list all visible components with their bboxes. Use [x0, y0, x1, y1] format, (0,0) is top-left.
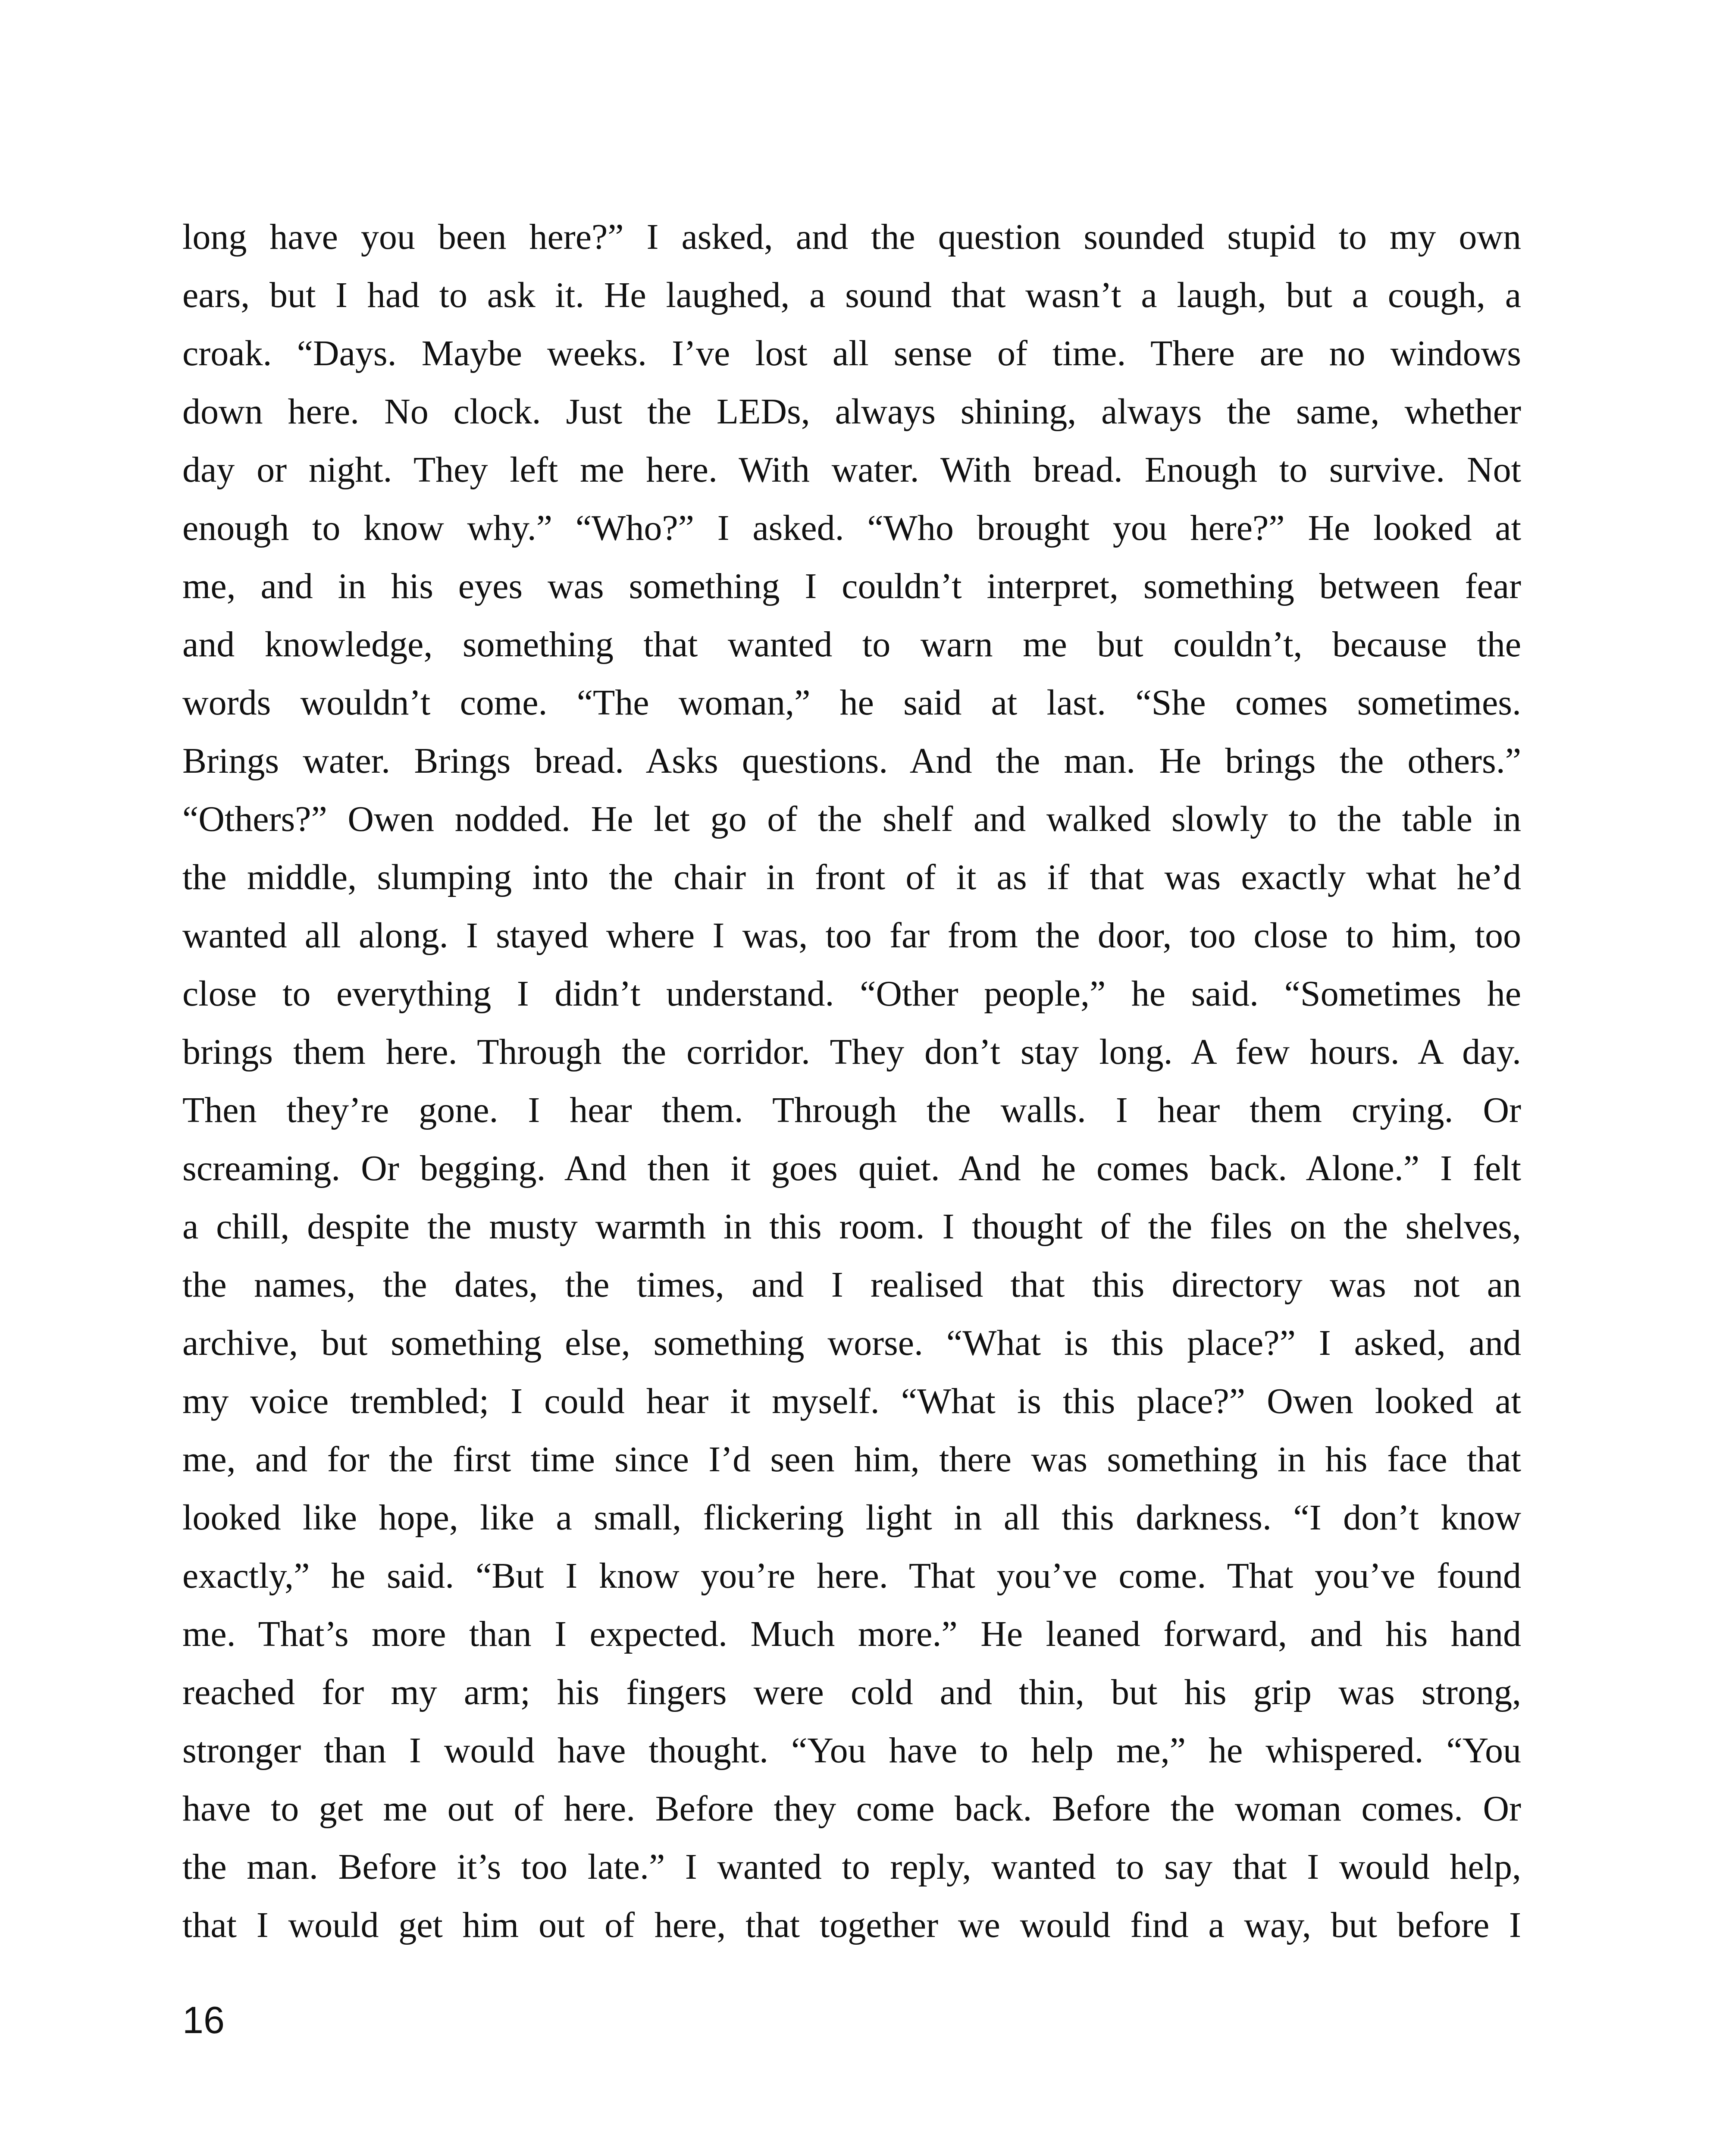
text-line: exactly,” he said. “But I know you’re here. That you’ve come. That you’ve found — [182, 1556, 1521, 1596]
text-line: my voice trembled; I could hear it myself. “What is this place?” Owen looked at — [182, 1381, 1521, 1421]
text-line: reached for my arm; his fingers were cold and thin, but his grip was strong, — [182, 1672, 1521, 1712]
text-line: that I would get him out of here, that together we would find a way, but before I — [182, 1905, 1521, 1945]
text-line: screaming. Or begging. And then it goes quiet. And he comes back. Alone.” I felt — [182, 1148, 1521, 1188]
body-text — [182, 208, 1521, 1954]
text-line: me, and for the first time since I’d seen him, there was something in his face that — [182, 1439, 1521, 1479]
text-line: me. That’s more than I expected. Much more.” He leaned forward, and his hand — [182, 1614, 1521, 1654]
text-line: and knowledge, something that wanted to warn me but couldn’t, because the — [182, 624, 1521, 664]
text-line: a chill, despite the musty warmth in this room. I thought of the files on the shelves, — [182, 1206, 1521, 1247]
text-line: “Others?” Owen nodded. He let go of the shelf and walked slowly to the table in — [182, 799, 1521, 839]
text-line: long have you been here?” I asked, and the question sounded stupid to my own — [182, 217, 1521, 257]
text-line: ears, but I had to ask it. He laughed, a sound that wasn’t a laugh, but a cough, a — [182, 275, 1521, 315]
text-line: wanted all along. I stayed where I was, too far from the door, too close to him, too — [182, 915, 1521, 956]
text-line: the middle, slumping into the chair in front of it as if that was exactly what he’d — [182, 857, 1521, 897]
text-line: words wouldn’t come. “The woman,” he said at last. “She comes sometimes. — [182, 683, 1521, 723]
text-line: Brings water. Brings bread. Asks questions. And the man. He brings the others.” — [182, 741, 1521, 781]
text-line: down here. No clock. Just the LEDs, always shining, always the same, whether — [182, 392, 1521, 432]
text-line: me, and in his eyes was something I couldn’t interpret, something between fear — [182, 566, 1521, 606]
text-line: croak. “Days. Maybe weeks. I’ve lost all sense of time. There are no windows — [182, 333, 1521, 373]
text-line: enough to know why.” “Who?” I asked. “Who brought you here?” He looked at — [182, 508, 1521, 548]
text-line: close to everything I didn’t understand. “Other people,” he said. “Sometimes he — [182, 974, 1521, 1014]
text-line: archive, but something else, something worse. “What is this place?” I asked, and — [182, 1323, 1521, 1363]
text-line: brings them here. Through the corridor. They don’t stay long. A few hours. A day. — [182, 1032, 1521, 1072]
page-number: 16 — [182, 1999, 225, 2041]
text-line: looked like hope, like a small, flickering light in all this darkness. “I don’t know — [182, 1498, 1521, 1538]
text-line: day or night. They left me here. With water. With bread. Enough to survive. Not — [182, 450, 1521, 490]
text-line: Then they’re gone. I hear them. Through the walls. I hear them crying. Or — [182, 1090, 1521, 1130]
text-line: have to get me out of here. Before they come back. Before the woman comes. Or — [182, 1789, 1521, 1829]
text-line: the names, the dates, the times, and I realised that this directory was not an — [182, 1265, 1521, 1305]
text-line: stronger than I would have thought. “You have to help me,” he whispered. “You — [182, 1730, 1521, 1771]
text-line: the man. Before it’s too late.” I wanted to reply, wanted to say that I would help, — [182, 1847, 1521, 1887]
